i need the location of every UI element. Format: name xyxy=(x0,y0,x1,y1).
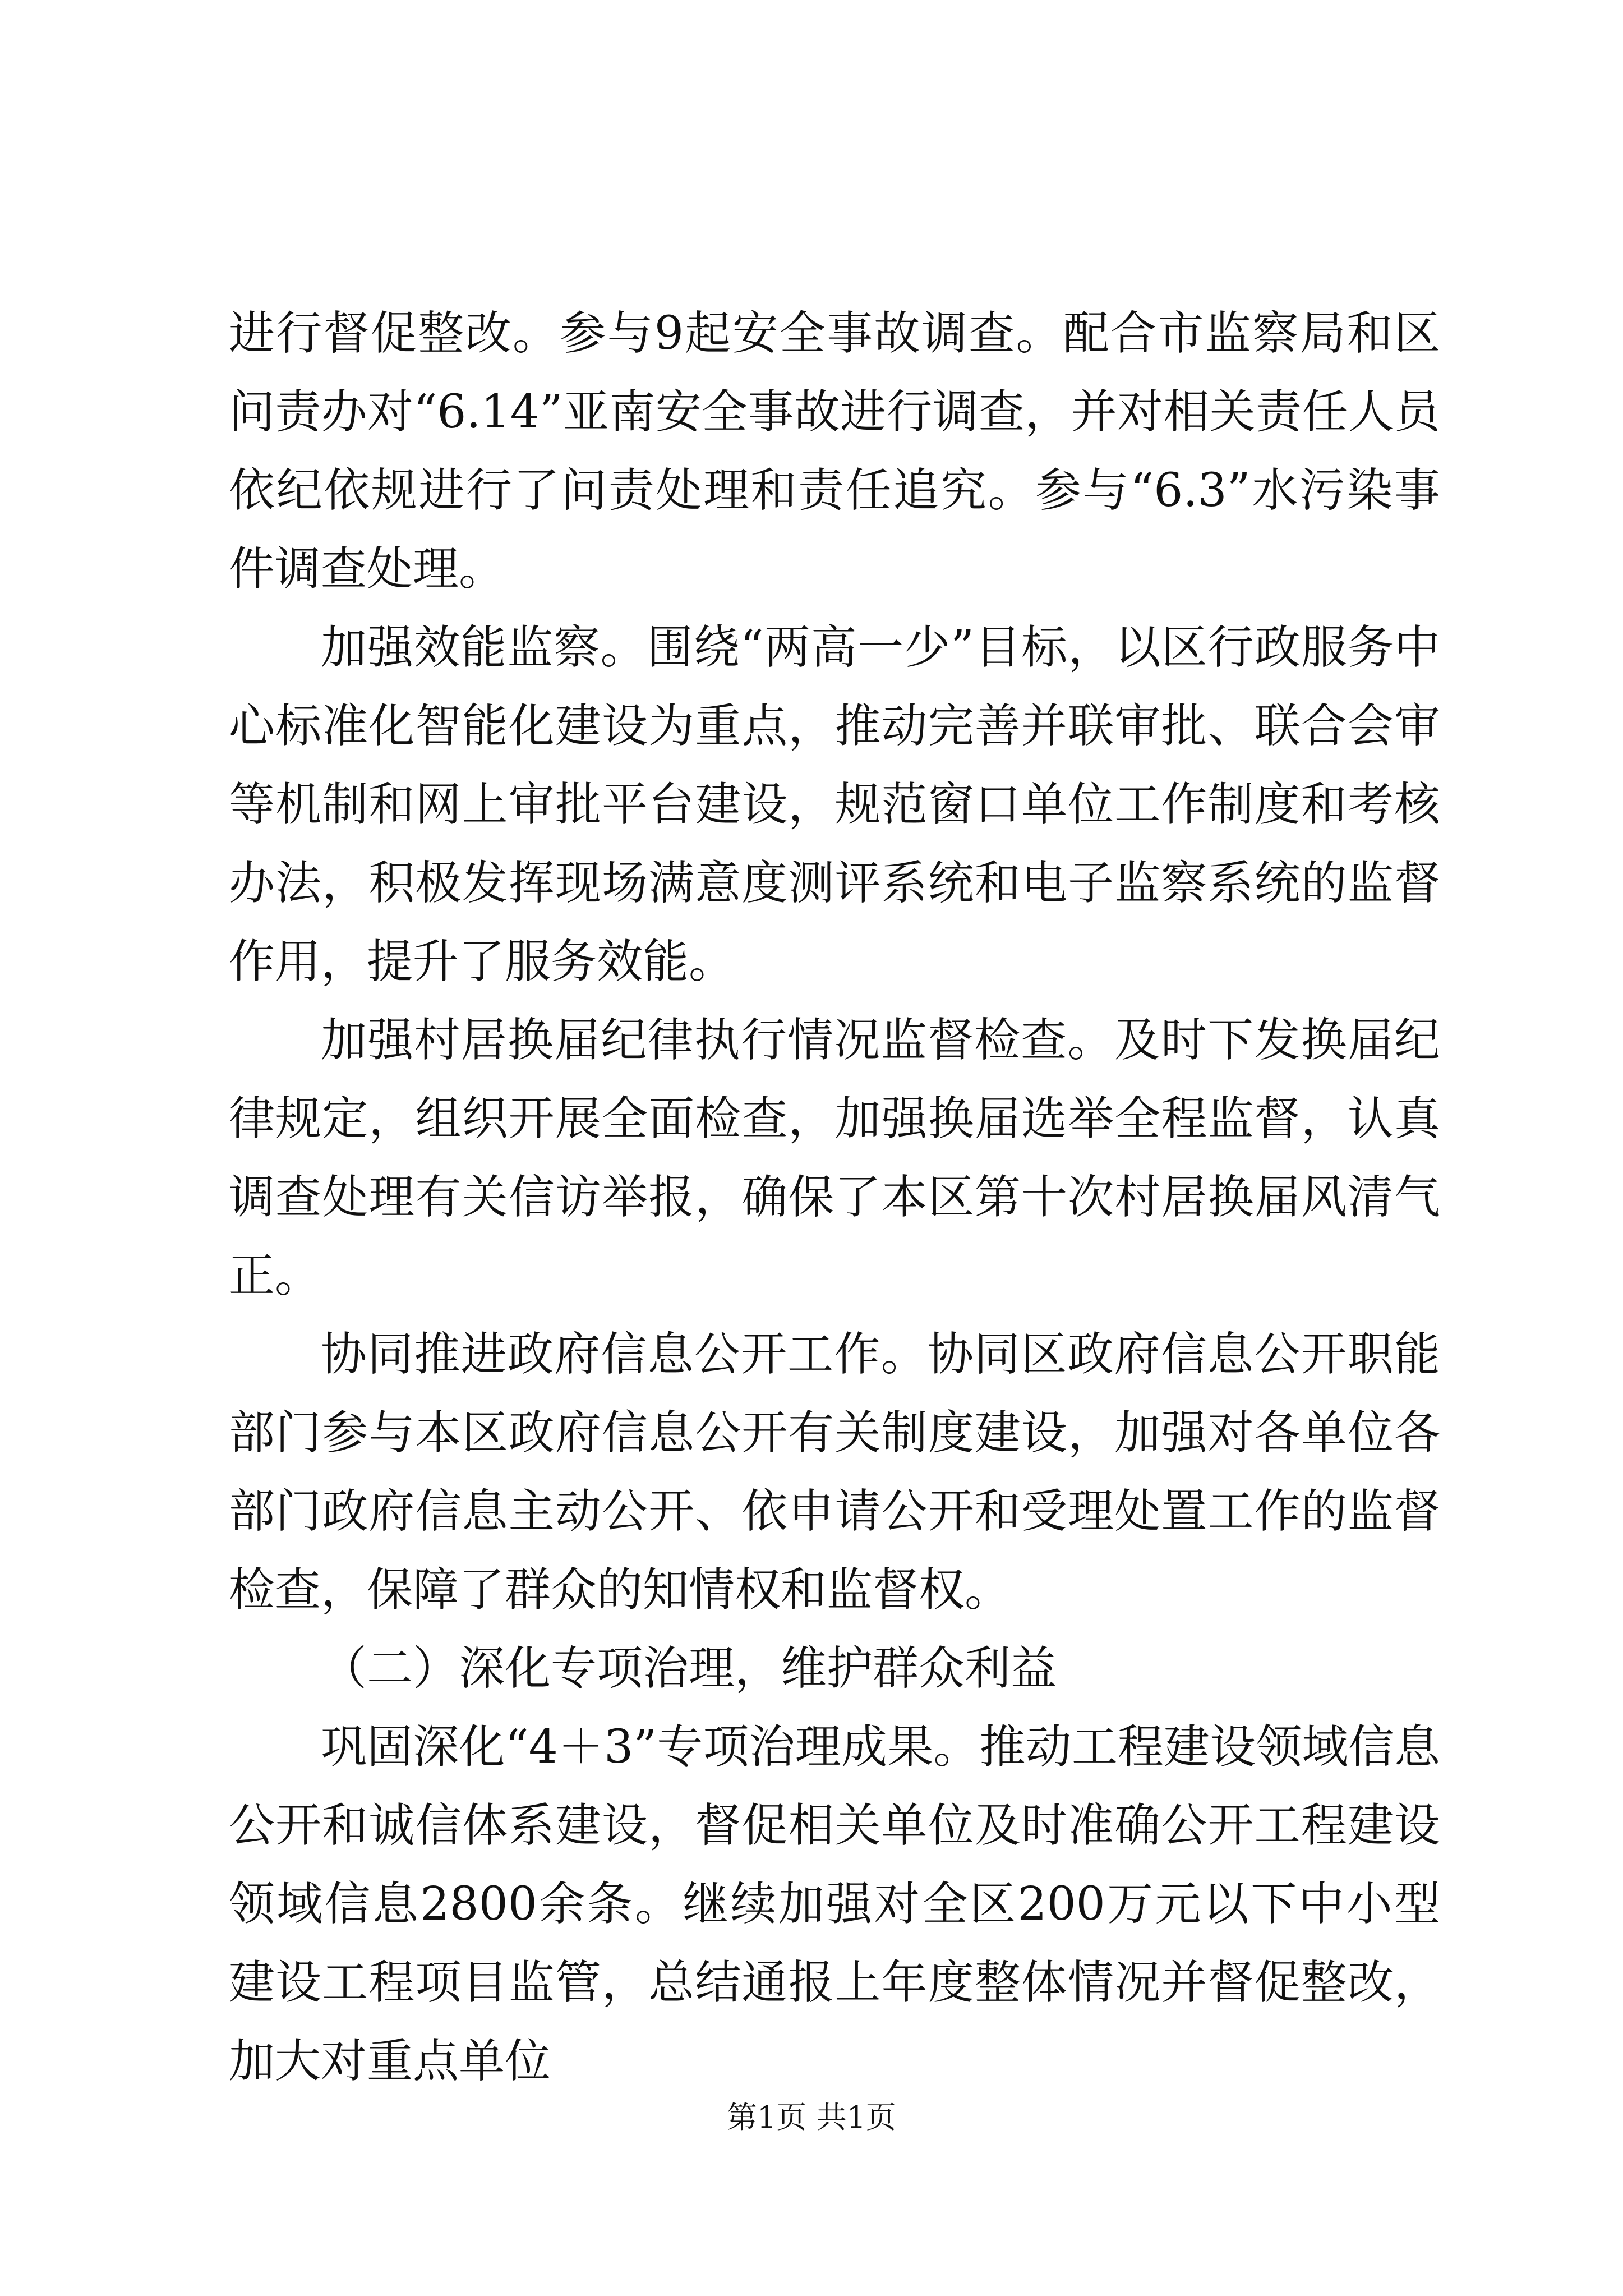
section-heading: （二）深化专项治理，维护群众利益 xyxy=(321,1642,1057,1695)
paragraph-efficiency-supervision: 加强效能监察。围绕“两高一少”目标，以区行政服务中心标准化智能化建设为重点，推动完善并联审批、联合会审等机制和网上审批平台建设，规范窗口单位工作制度和考核办法，积极发挥现场满意度测评系统和电子监察系统的监督作用，提升了服务效能。 xyxy=(229,621,1440,988)
paragraph-special-governance: 巩固深化“4＋3”专项治理成果。推动工程建设领域信息公开和诚信体系建设，督促相关单位及时准确公开工程建设领域信息2800余条。继续加强对全区200万元以下中小型建设工程项目监管，总结通报上年度整体情况并督促整改，加大对重点单位 xyxy=(229,1720,1440,2088)
page-footer: 第1页 共1页 xyxy=(727,2100,896,2135)
document-body xyxy=(229,295,1440,2101)
paragraph-election-discipline: 加强村居换届纪律执行情况监督检查。及时下发换届纪律规定，组织开展全面检查，加强换届选举全程监督，认真调查处理有关信访举报，确保了本区第十次村居换届风清气正。 xyxy=(229,1014,1440,1303)
paragraph-continuation: 进行督促整改。参与9起安全事故调查。配合市监察局和区问责办对“6.14”亚南安全事故进行调查，并对相关责任人员依纪依规进行了问责处理和责任追究。参与“6.3”水污染事件调查处理。 xyxy=(229,307,1440,596)
paragraph-information-disclosure: 协同推进政府信息公开工作。协同区政府信息公开职能部门参与本区政府信息公开有关制度建设，加强对各单位各部门政府信息主动公开、依申请公开和受理处置工作的监督检查，保障了群众的知情权和监督权。 xyxy=(229,1328,1440,1617)
